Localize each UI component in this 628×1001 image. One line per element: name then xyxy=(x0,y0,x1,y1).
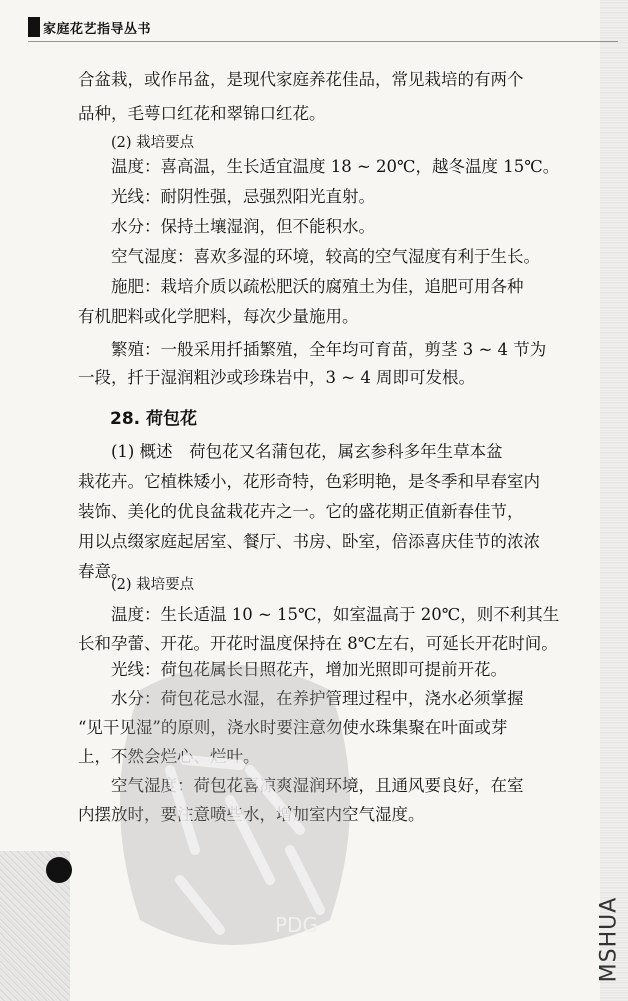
side-watermark xyxy=(596,880,622,998)
light-line: 光线：荷包花属长日照花卉，增加光照即可提前开花。 xyxy=(111,660,507,679)
temperature-line: 温度：生长适温 10 ~ 15℃，如室温高于 20℃，则不利其生 xyxy=(111,605,560,624)
paragraph-line: 合盆栽，或作吊盆，是现代家庭养花佳品，常见栽培的有两个 xyxy=(78,70,524,89)
item-temperature: 温度：喜高温，生长适宜温度 18 ~ 20℃，越冬温度 15℃。 xyxy=(111,157,560,176)
humidity-line: 内摆放时，要注意喷些水，增加室内空气湿度。 xyxy=(78,805,425,824)
overview-line: 装饰、美化的优良盆栽花卉之一。它的盛花期正值新春佳节， xyxy=(78,502,524,521)
item-water: 水分：保持土壤湿润，但不能积水。 xyxy=(111,217,375,236)
section-heading: 28. 荷包花 xyxy=(110,409,198,429)
item-light: 光线：耐阴性强，忌强烈阳光直射。 xyxy=(111,187,375,206)
item-fertilizer-line: 施肥：栽培介质以疏松肥沃的腐殖土为佳，追肥可用各种 xyxy=(111,277,524,296)
water-line: 水分：荷包花忌水湿，在养护管理过程中，浇水必须掌握 xyxy=(111,689,524,708)
overview-line: 春意。 xyxy=(78,562,128,581)
watermark-seal xyxy=(100,650,370,960)
item-propagation-line: 一段，扦于湿润粗沙或珍珠岩中，3 ~ 4 周即可发根。 xyxy=(78,368,476,387)
water-line: “见干见湿”的原则，浇水时要注意勿使水珠集聚在叶面或芽 xyxy=(78,718,508,737)
header-title: 家庭花艺指导丛书 xyxy=(43,21,152,37)
overview-line: 栽花卉。它植株矮小，花形奇特，色彩明艳，是冬季和早春室内 xyxy=(78,472,540,491)
overview-line: (1) 概述 荷包花又名蒲包花，属玄参科多年生草本盆 xyxy=(111,442,503,461)
item-fertilizer-line: 有机肥料或化学肥料，每次少量施用。 xyxy=(78,307,359,326)
item-humidity: 空气湿度：喜欢多湿的环境，较高的空气湿度有利于生长。 xyxy=(111,247,540,266)
side-watermark-text: MSHUA xyxy=(596,896,622,982)
running-header xyxy=(28,14,151,40)
paragraph-line: 品种，毛萼口红花和翠锦口红花。 xyxy=(78,104,326,123)
subheading-cultivation-points: (2) 栽培要点 xyxy=(111,577,195,593)
item-propagation-line: 繁殖：一般采用扦插繁殖，全年均可育苗，剪茎 3 ~ 4 节为 xyxy=(111,340,547,359)
page-corner-dot xyxy=(46,857,72,883)
watermark-text: PDG xyxy=(275,913,318,937)
overview-line: 用以点缀家庭起居室、餐厅、书房、卧室，倍添喜庆佳节的浓浓 xyxy=(78,532,540,551)
temperature-line: 长和孕蕾、开花。开花时温度保持在 8℃左右，可延长开花时间。 xyxy=(78,634,558,653)
water-line: 上，不然会烂心、烂叶。 xyxy=(78,747,260,766)
subheading-cultivation-points: (2) 栽培要点 xyxy=(111,135,195,151)
header-rule xyxy=(28,41,618,42)
header-block-mark xyxy=(28,17,40,37)
humidity-line: 空气湿度：荷包花喜凉爽湿润环境，且通风要良好，在室 xyxy=(111,776,524,795)
